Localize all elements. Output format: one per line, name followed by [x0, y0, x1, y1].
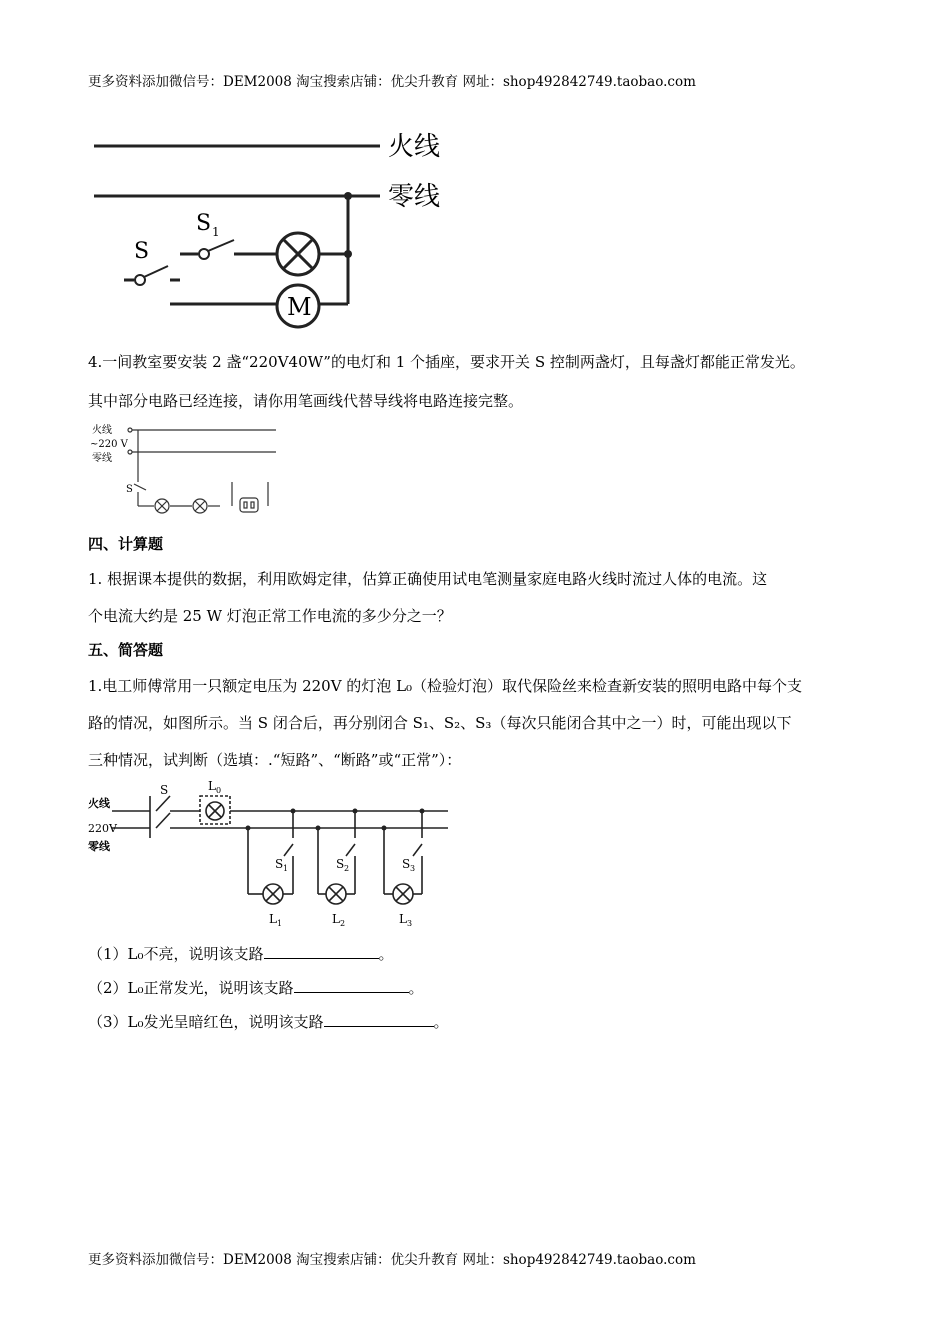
section-4-question-line-1: 1. 根据课本提供的数据，利用欧姆定律，估算正确使用试电笔测量家庭电路火线时流过人体的电流。这: [88, 570, 768, 588]
section-4-question-line-2: 个电流大约是 25 W 灯泡正常工作电流的多少分之一？: [88, 607, 452, 625]
section-5-question-line-1: 1.电工师傅常用一只额定电压为 220V 的灯泡 L₀（检验灯泡）取代保险丝来检查新安装的照明电路中每个支: [88, 677, 803, 695]
svg-text:~220 V: ~220 V: [90, 439, 128, 450]
section-5-question-line-2: 路的情况，如图所示。当 S 闭合后，再分别闭合 S₁、S₂、S₃（每次只能闭合其中之一）时，可能出现以下: [88, 714, 792, 732]
switch-s-label: S: [134, 239, 150, 264]
section-5-heading: 五、简答题: [88, 641, 164, 659]
page-header: 更多资料添加微信号：DEM2008 淘宝搜索店铺：优尖升教育 网址：shop492842749.taobao.com: [88, 74, 696, 90]
neutral-wire-label: 零线: [388, 182, 441, 212]
answer-line-2: （2）L₀正常发光，说明该支路 。: [88, 979, 424, 997]
svg-text:2: 2: [340, 919, 346, 928]
svg-text:S: S: [402, 857, 411, 871]
socket-icon: [240, 498, 258, 512]
svg-text:S: S: [275, 857, 284, 871]
motor-label: M: [287, 293, 312, 321]
answer-line-3: （3）L₀发光呈暗红色，说明该支路 。: [88, 1013, 449, 1031]
svg-text:3: 3: [407, 919, 413, 928]
figure-household-circuit: [88, 118, 468, 336]
section-5-question-line-3: 三种情况，试判断（选填：.“短路”、“断路”或“正常”）：: [88, 751, 462, 769]
svg-text:1: 1: [212, 225, 220, 239]
answer-line-1: （1）L₀不亮，说明该支路 。: [88, 945, 394, 963]
svg-text:1: 1: [283, 864, 289, 873]
page-footer: 更多资料添加微信号：DEM2008 淘宝搜索店铺：优尖升教育 网址：shop492842749.taobao.com: [88, 1252, 696, 1268]
svg-text:0: 0: [216, 786, 222, 795]
svg-text:火线: 火线: [92, 425, 112, 436]
svg-text:1: 1: [277, 919, 283, 928]
svg-text:L: L: [399, 912, 407, 926]
live-wire-label: 火线: [388, 132, 441, 162]
svg-text:3: 3: [410, 864, 416, 873]
svg-text:S: S: [126, 484, 133, 495]
svg-text:L: L: [332, 912, 340, 926]
svg-text:S: S: [160, 783, 169, 797]
svg-text:零线: 零线: [88, 840, 110, 853]
question-4-line-2: 其中部分电路已经连接，请你用笔画线代替导线将电路连接完整。: [88, 392, 524, 410]
svg-text:火线: 火线: [88, 797, 110, 810]
svg-text:2: 2: [344, 864, 350, 873]
answer-blank-2[interactable]: [294, 977, 409, 993]
answer-blank-1[interactable]: [264, 943, 379, 959]
svg-text:220V: 220V: [88, 822, 117, 835]
svg-text:零线: 零线: [92, 453, 112, 464]
answer-blank-3[interactable]: [324, 1011, 434, 1027]
switch-s1-label: S: [196, 211, 212, 236]
svg-text:L: L: [208, 779, 216, 793]
svg-text:L: L: [269, 912, 277, 926]
question-4-line-1: 4.一间教室要安装 2 盏“220V40W”的电灯和 1 个插座，要求开关 S 控制两盏灯，且每盏灯都能正常发光。: [88, 353, 805, 371]
figure-classroom-circuit: [88, 420, 283, 515]
figure-test-lamp-circuit: [88, 776, 450, 932]
svg-text:S: S: [336, 857, 345, 871]
section-4-heading: 四、计算题: [88, 535, 164, 553]
